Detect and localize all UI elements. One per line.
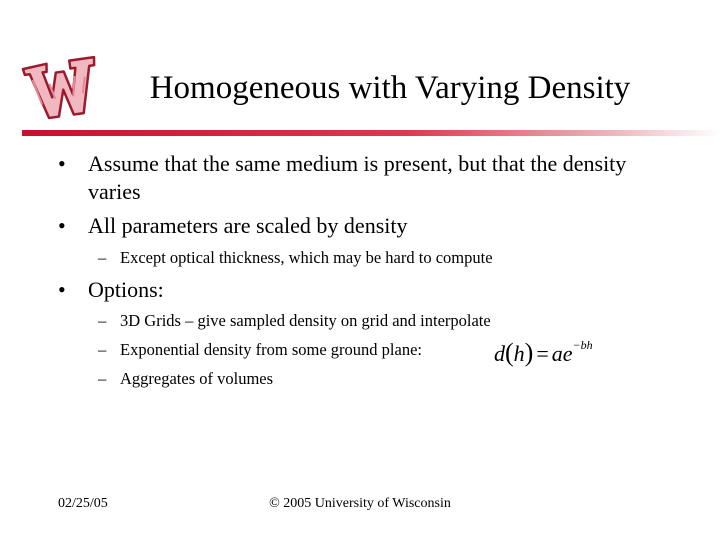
bullet-marker: • [58,213,66,238]
formula-equals: = [536,341,549,366]
sub-bullet-marker: – [98,340,107,359]
slide-title: Homogeneous with Varying Density [149,70,631,106]
formula-open-paren: ( [505,338,514,367]
bullet-text: All parameters are scaled by density [88,213,408,238]
formula-rhs: ae [551,341,573,366]
sub-bullet-marker: – [98,311,107,330]
sub-bullet-text: Aggregates of volumes [120,369,274,388]
formula-exponent: −bh [572,337,593,352]
formula-argument: h [513,341,525,366]
sub-bullet-text: Except optical thickness, which may be hard to compute [120,248,493,267]
sub-bullet-item [98,310,658,332]
formula-close-paren: ) [524,338,534,367]
sub-bullet-marker: – [98,369,107,388]
bullet-item [58,276,638,304]
bullet-item [58,212,638,240]
density-formula [494,338,593,368]
sub-bullet-item [98,247,658,269]
bullet-text: Assume that the same medium is present, but that the density varies [88,151,627,204]
bullet-text: Options: [88,277,164,302]
formula-function: d [494,341,505,366]
bullet-marker: • [58,277,66,302]
sub-bullet-text: Exponential density from some ground plane: [120,340,422,359]
sub-bullet-text: 3D Grids – give sampled density on grid and interpolate [120,311,491,330]
bullet-item [58,150,638,206]
footer-copyright: © 2005 University of Wisconsin [269,496,451,511]
footer-date: 02/25/05 [58,496,108,511]
sub-bullet-marker: – [98,248,107,267]
bullet-marker: • [58,151,66,176]
sub-bullet-item [98,368,658,390]
